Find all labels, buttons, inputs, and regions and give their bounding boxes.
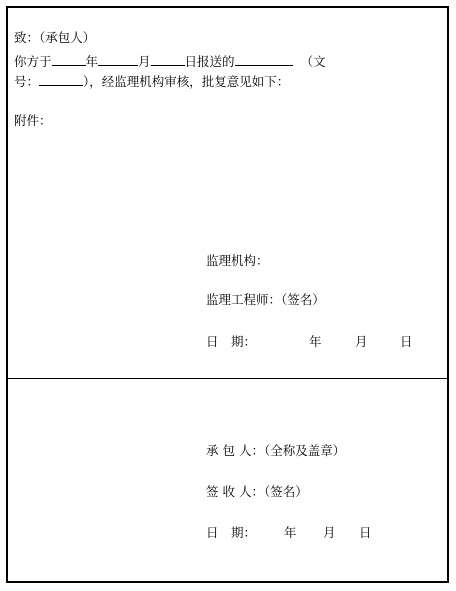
bottom-date-day: 日 bbox=[359, 525, 372, 540]
number-blank[interactable] bbox=[39, 73, 83, 86]
top-date-year: 年 bbox=[309, 334, 322, 349]
supervisor-engineer-label: 监理工程师：（签名） bbox=[206, 292, 325, 307]
attachment-label: 附件： bbox=[14, 113, 52, 128]
number-prefix: 号： bbox=[14, 74, 40, 89]
doc-paren-open: （文 bbox=[300, 54, 326, 69]
addressee-line: 致：（承包人） bbox=[14, 30, 96, 45]
supervisor-org-label: 监理机构： bbox=[206, 253, 269, 268]
bottom-date-month: 月 bbox=[323, 525, 336, 540]
day-sent-text: 日报送的 bbox=[184, 54, 235, 69]
year-text: 年 bbox=[85, 54, 99, 69]
document-blank[interactable] bbox=[235, 53, 293, 66]
top-date-month: 月 bbox=[355, 334, 368, 349]
document-number-line bbox=[14, 73, 289, 90]
month-text: 月 bbox=[138, 54, 151, 69]
day-blank[interactable] bbox=[151, 53, 185, 66]
submission-line bbox=[14, 53, 326, 70]
bottom-date-year: 年 bbox=[284, 525, 297, 540]
section-divider bbox=[6, 378, 449, 379]
review-text: ），经监理机构审核，批复意见如下： bbox=[83, 74, 290, 89]
contractor-label: 承 包 人：（全称及盖章） bbox=[206, 443, 346, 458]
bottom-date-label: 日 期： bbox=[206, 525, 257, 540]
year-blank[interactable] bbox=[52, 53, 86, 66]
receiver-label: 签 收 人：（签名） bbox=[206, 484, 308, 499]
top-date-day: 日 bbox=[400, 334, 413, 349]
submission-prefix: 你方于 bbox=[14, 54, 52, 69]
month-blank[interactable] bbox=[98, 53, 138, 66]
top-date-label: 日 期： bbox=[206, 334, 257, 349]
